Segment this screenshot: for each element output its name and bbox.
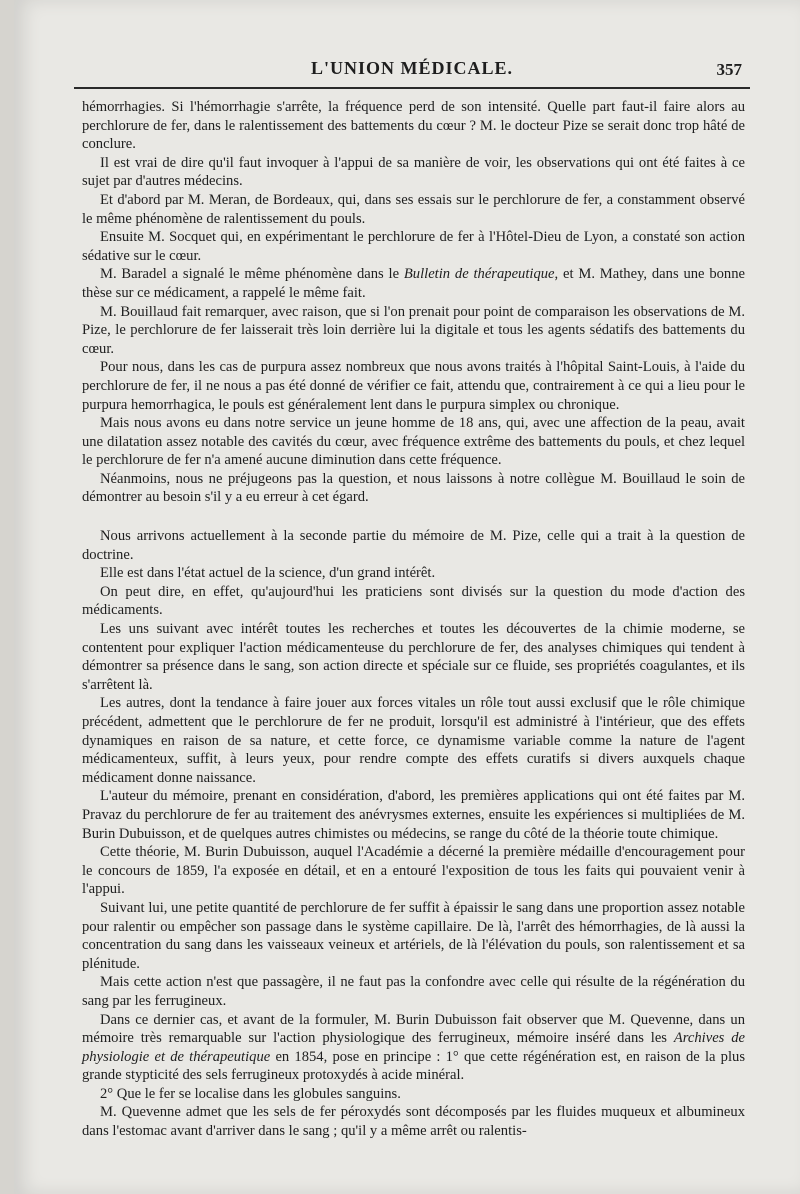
italic-title: Bulletin de thérapeutique [403,266,555,283]
paragraph: Nous arrivons actuellement à la seconde partie du mémoire de M. Pize, celle qui a trait à la question de doctrine. [82,528,745,563]
paragraph: Mais cette action n'est que passagère, il ne faut pas la confondre avec celle qui résulte de la régénération du sang par les ferrugineux. [82,974,745,1009]
page-number: 357 [716,60,742,79]
body-text [82,98,745,1141]
paragraph: L'auteur du mémoire, prenant en considération, d'abord, les premières applications qui ont été faites par M. Pravaz du perchlorure de fer au traitement des anévrysmes externes, ensuite les expériences si multipliées de M. Burin Dubuisson, et de quelques autres chimistes ou médecins, se range du côté de la théorie toute chimique. [82,788,745,842]
paragraph: Suivant lui, une petite quantité de perchlorure de fer suffit à épaissir le sang dans une proportion assez notable pour ralentir ou empêcher son passage dans le système capillaire. De là, l'arrêt des hémorrhagies, de là aussi la concentration du sang dans les vaisseaux veineux et artériels, de là l'élévation du pouls, son ralentissement et sa plénitude. [82,899,745,972]
paragraph-with-italic: Dans ce dernier cas, et avant de la formuler, M. Burin Dubuisson fait observer que M. Quevenne, dans un mémoire très remarquable sur l'action physiologique des ferrugineux, mémoire inséré dans les Archives de physiologie et de thérapeutique en 1854, pose en principe : 1° que cette régénération est, en raison de la plus grande stypticité des sels ferrugineux protoxydés à acide minéral. [82,1011,746,1084]
running-title: L'UNION MÉDICALE. [310,58,514,78]
paragraph: Et d'abord par M. Meran, de Bordeaux, qui, dans ses essais sur le perchlorure de fer, a constamment observé le même phénomène de ralentissement du pouls. [82,191,745,227]
paragraph: Cette théorie, M. Burin Dubuisson, auquel l'Académie a décerné la première médaille d'encouragement pour le concours de 1859, l'a exposée en détail, et en a entouré l'exposition de tous les faits qui pouvaient venir à l'appui. [82,844,745,898]
paragraph: M. Bouillaud fait remarquer, avec raison, que si l'on prenait pour point de comparaison les observations de M. Pize, le perchlorure de fer laisserait très loin derrière lui la digitale et tous les agents sédatifs des battements du cœur. [82,303,745,357]
paragraph: Les uns suivant avec intérêt toutes les recherches et toutes les découvertes de la chimie moderne, se contentent pour expliquer l'action médicamenteuse du perchlorure de fer, des analyses chimiques qui tendent à démontrer sa présence dans le sang, son action directe et spéciale sur ce fluide, ses propriétés coagulantes, et ils s'arrêtent là. [82,621,745,693]
paragraph-with-italic: M. Baradel a signalé le même phénomène dans le Bulletin de thérapeutique, et M. Mathey, dans une bonne thèse sur ce médicament, a rappelé le même fait. [82,266,745,301]
paragraph: Néanmoins, nous ne préjugeons pas la question, et nous laissons à notre collègue M. Bouillaud le soin de démontrer au besoin s'il y a eu erreur à cet égard. [82,470,745,506]
paragraph: Pour nous, dans les cas de purpura assez nombreux que nous avons traités à l'hôpital Saint-Louis, à l'aide du perchlorure de fer, il ne nous a pas été donné de vérifier ce fait, attendu que, contrairement à ce qui a lieu pour le purpura hemorrhagica, le pouls est généralement lent dans le purpura simplex ou chronique. [82,359,745,413]
italic-title: Archives de physiologie et de thérapeutique [82,1030,745,1065]
paragraph: Les autres, dont la tendance à faire jouer aux forces vitales un rôle tout aussi exclusif que le rôle chimique précédent, admettent que le perchlorure de fer ne produit, lorsqu'il est administré à l'intérieur, que des effets dynamiques en raison de sa nature, et cette force, ce dynamisme variable comme la nature de l'agent médicamenteux, suffit, à leurs yeux, pour rendre compte des effets curatifs si divers auxquels chaque médicament donne naissance. [82,695,745,786]
paragraph: On peut dire, en effet, qu'aujourd'hui les praticiens sont divisés sur la question du mode d'action des médicaments. [82,583,745,619]
page-header [74,58,750,88]
header-rule [74,87,750,89]
paragraph: 2° Que le fer se localise dans les globules sanguins. [100,1085,401,1102]
document-page [14,0,800,1194]
paragraph: Mais nous avons eu dans notre service un jeune homme de 18 ans, qui, avec une affection de la peau, avait une dilatation assez notable des cavités du cœur, avec fréquence extrême des battements du pouls, et chez lequel le perchlorure de fer n'a amené aucune diminution dans cette fréquence. [82,415,745,469]
paragraph: hémorrhagies. Si l'hémorrhagie s'arrête, la fréquence perd de son intensité. Quelle part faut-il faire alors au perchlorure de fer, dans le ralentissement des battements du cœur ? M. le docteur Pize se serait donc trop hâté de conclure. [82,99,745,153]
paragraph: Il est vrai de dire qu'il faut invoquer à l'appui de sa manière de voir, les observations qui ont été faites à ce sujet par d'autres médecins. [82,154,745,190]
paragraph: M. Quevenne admet que les sels de fer péroxydés sont décomposés par les fluides muqueux et albumineux dans l'estomac avant d'arriver dans le sang ; qu'il y a même arrêt ou ralentis- [82,1104,745,1140]
paragraph: Ensuite M. Socquet qui, en expérimentant le perchlorure de fer à l'Hôtel-Dieu de Lyon, a constaté son action sédative sur le cœur. [82,229,745,264]
paragraph: Elle est dans l'état actuel de la science, d'un grand intérêt. [100,565,436,582]
